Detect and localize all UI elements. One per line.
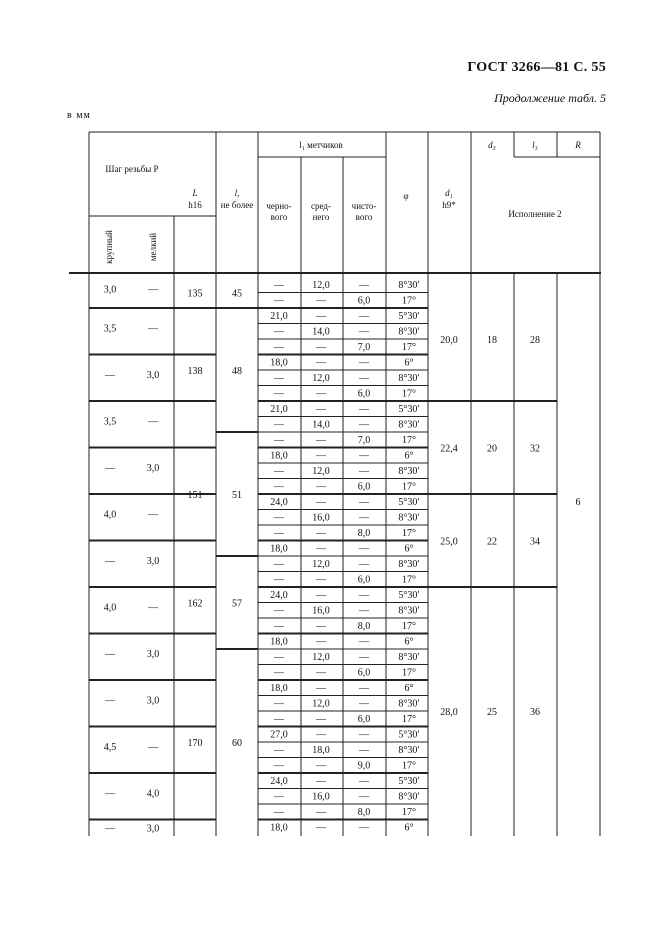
cell-finish: 7,0 xyxy=(357,435,371,446)
cell-d3: 20 xyxy=(487,443,497,455)
cell-angle: 17° xyxy=(402,342,416,353)
cell-mid: 14,0 xyxy=(312,326,330,338)
header-pitch: Шаг резьбы P xyxy=(105,164,159,174)
header-d1: d₁ xyxy=(445,188,453,198)
cell-pitch-coarse: 4,0 xyxy=(103,602,117,614)
cell-rough: — xyxy=(274,574,284,586)
cell-finish: — xyxy=(359,497,369,508)
cell-finish: 8,0 xyxy=(357,621,371,632)
header-l3: l₃ xyxy=(532,140,538,150)
cell-rough: — xyxy=(274,698,284,710)
table-body xyxy=(104,280,581,834)
cell-angle: 6° xyxy=(404,636,414,648)
header-l-max: не более xyxy=(220,200,254,210)
cell-finish: 9,0 xyxy=(357,760,371,772)
cell-pitch-coarse: — xyxy=(105,648,115,660)
cell-l: 60 xyxy=(232,738,242,749)
header-phi: φ xyxy=(403,191,409,201)
cell-angle: 5°30′ xyxy=(398,311,420,322)
cell-finish: 7,0 xyxy=(357,342,371,353)
cell-angle: 17° xyxy=(402,574,416,586)
cell-angle: 8°30′ xyxy=(398,791,420,803)
cell-angle: 8°30′ xyxy=(398,280,420,291)
cell-angle: 17° xyxy=(402,295,416,307)
cell-mid: — xyxy=(316,621,326,632)
cell-mid: 12,0 xyxy=(312,280,330,291)
cell-angle: 8°30′ xyxy=(398,559,420,570)
cell-mid: 16,0 xyxy=(312,605,330,617)
cell-rough: 21,0 xyxy=(270,404,288,415)
cell-pitch-fine: — xyxy=(148,741,158,753)
cell-finish: 6,0 xyxy=(357,295,371,307)
table-continuation-label: Продолжение табл. 5 xyxy=(494,91,606,105)
page-title: ГОСТ 3266—81 С. 55 xyxy=(467,60,606,75)
cell-l: 51 xyxy=(232,490,242,501)
cell-rough: — xyxy=(274,435,284,446)
cell-rough: — xyxy=(274,667,284,679)
cell-angle: 8°30′ xyxy=(398,652,420,663)
cell-pitch-fine: 3,0 xyxy=(146,823,160,835)
cell-mid: — xyxy=(316,683,326,694)
cell-angle: 17° xyxy=(402,807,416,818)
cell-rough: 24,0 xyxy=(270,590,288,601)
cell-angle: 5°30′ xyxy=(398,590,420,601)
cell-finish: — xyxy=(359,652,369,663)
cell-angle: 5°30′ xyxy=(398,497,420,508)
cell-angle: 5°30′ xyxy=(398,729,420,741)
cell-mid: — xyxy=(316,528,326,539)
cell-finish: — xyxy=(359,404,369,415)
cell-mid: 18,0 xyxy=(312,745,330,756)
cell-mid: — xyxy=(316,807,326,818)
cell-finish: 6,0 xyxy=(357,388,371,400)
header-d3: d₃ xyxy=(488,140,496,150)
cell-mid: — xyxy=(316,435,326,446)
cell-mid: — xyxy=(316,388,326,400)
header-fine: мелкий xyxy=(148,232,158,262)
cell-rough: — xyxy=(274,605,284,617)
cell-pitch-coarse: 3,5 xyxy=(103,323,117,335)
cell-angle: 8°30′ xyxy=(398,326,420,338)
cell-angle: 8°30′ xyxy=(398,512,420,524)
cell-pitch-fine: 3,0 xyxy=(146,695,160,707)
cell-finish: 6,0 xyxy=(357,574,371,586)
cell-finish: — xyxy=(359,450,369,462)
cell-mid: 12,0 xyxy=(312,559,330,570)
cell-d1: 22,4 xyxy=(440,443,458,455)
cell-pitch-coarse: — xyxy=(105,555,115,567)
cell-mid: — xyxy=(316,574,326,586)
cell-angle: 6° xyxy=(404,357,414,369)
cell-rough: 21,0 xyxy=(270,311,288,322)
cell-angle: 8°30′ xyxy=(398,698,420,710)
cell-mid: — xyxy=(316,357,326,369)
header-fin-2: вого xyxy=(355,212,373,222)
cell-rough: 18,0 xyxy=(270,543,288,555)
cell-finish: — xyxy=(359,357,369,369)
cell-angle: 8°30′ xyxy=(398,466,420,477)
cell-rough: 18,0 xyxy=(270,357,288,369)
header-rough-1: черно- xyxy=(266,201,292,211)
cell-pitch-coarse: — xyxy=(105,695,115,707)
cell-l3: 36 xyxy=(530,707,540,718)
cell-finish: — xyxy=(359,683,369,694)
cell-rough: — xyxy=(274,373,284,384)
cell-rough: — xyxy=(274,528,284,539)
header-mid-1: сред- xyxy=(311,201,331,211)
cell-d1: 28,0 xyxy=(440,707,458,718)
cell-finish: — xyxy=(359,776,369,787)
cell-mid: — xyxy=(316,543,326,555)
cell-finish: — xyxy=(359,326,369,338)
cell-pitch-coarse: — xyxy=(105,788,115,800)
cell-rough: — xyxy=(274,326,284,338)
cell-mid: — xyxy=(316,729,326,741)
cell-angle: 17° xyxy=(402,481,416,493)
cell-pitch-fine: 3,0 xyxy=(146,648,160,660)
cell-mid: — xyxy=(316,636,326,648)
cell-finish: — xyxy=(359,822,369,834)
cell-l: 45 xyxy=(232,288,242,300)
cell-finish: — xyxy=(359,729,369,741)
cell-pitch-coarse: 3,0 xyxy=(103,284,117,296)
cell-finish: 6,0 xyxy=(357,481,371,493)
cell-pitch-coarse: — xyxy=(105,462,115,474)
cell-rough: 27,0 xyxy=(270,729,288,741)
cell-rough: — xyxy=(274,342,284,353)
cell-angle: 17° xyxy=(402,388,416,400)
cell-d3: 22 xyxy=(487,536,497,548)
cell-finish: — xyxy=(359,373,369,384)
cell-rough: 24,0 xyxy=(270,497,288,508)
header-fin-1: чисто- xyxy=(351,201,377,211)
cell-rough: — xyxy=(274,760,284,772)
cell-L: 151 xyxy=(187,490,203,501)
cell-rough: — xyxy=(274,807,284,818)
cell-finish: — xyxy=(359,466,369,477)
cell-finish: — xyxy=(359,698,369,710)
cell-finish: — xyxy=(359,791,369,803)
cell-angle: 17° xyxy=(402,714,416,725)
cell-pitch-fine: 3,0 xyxy=(146,369,160,381)
cell-pitch-coarse: 4,5 xyxy=(103,741,117,753)
header-L: L xyxy=(192,188,198,198)
cell-rough: 18,0 xyxy=(270,450,288,462)
cell-l: 48 xyxy=(232,366,242,377)
cell-L: 170 xyxy=(187,738,203,749)
cell-rough: — xyxy=(274,388,284,400)
cell-mid: 12,0 xyxy=(312,466,330,477)
units-label: в мм xyxy=(67,110,91,121)
cell-mid: 12,0 xyxy=(312,373,330,384)
cell-mid: 16,0 xyxy=(312,512,330,524)
cell-rough: — xyxy=(274,714,284,725)
cell-angle: 17° xyxy=(402,528,416,539)
cell-rough: — xyxy=(274,419,284,431)
cell-l3: 28 xyxy=(530,335,540,346)
cell-finish: — xyxy=(359,311,369,322)
cell-pitch-fine: — xyxy=(148,416,158,428)
cell-pitch-coarse: — xyxy=(105,823,115,835)
cell-angle: 5°30′ xyxy=(398,776,420,787)
cell-rough: — xyxy=(274,512,284,524)
cell-mid: — xyxy=(316,342,326,353)
cell-angle: 17° xyxy=(402,435,416,446)
cell-mid: — xyxy=(316,822,326,834)
cell-rough: 18,0 xyxy=(270,822,288,834)
cell-pitch-fine: — xyxy=(148,284,158,296)
cell-rough: 24,0 xyxy=(270,776,288,787)
cell-rough: 18,0 xyxy=(270,683,288,694)
cell-angle: 8°30′ xyxy=(398,605,420,617)
cell-pitch-fine: 3,0 xyxy=(146,462,160,474)
cell-mid: — xyxy=(316,295,326,307)
cell-mid: — xyxy=(316,776,326,787)
header-execution: Исполнение 2 xyxy=(508,209,562,219)
cell-pitch-fine: — xyxy=(148,323,158,335)
cell-finish: — xyxy=(359,280,369,291)
cell-L: 135 xyxy=(187,288,203,300)
cell-angle: 5°30′ xyxy=(398,404,420,415)
cell-finish: — xyxy=(359,590,369,601)
cell-L: 162 xyxy=(187,598,203,610)
cell-R: 6 xyxy=(575,497,581,508)
cell-angle: 6° xyxy=(404,822,414,834)
cell-rough: — xyxy=(274,481,284,493)
header-d1-tolerance: h9* xyxy=(442,200,456,210)
cell-mid: — xyxy=(316,590,326,601)
cell-mid: — xyxy=(316,481,326,493)
cell-d3: 25 xyxy=(487,707,497,718)
cell-pitch-fine: 4,0 xyxy=(146,788,160,800)
cell-mid: 16,0 xyxy=(312,791,330,803)
cell-finish: — xyxy=(359,419,369,431)
cell-finish: — xyxy=(359,636,369,648)
cell-rough: — xyxy=(274,652,284,663)
cell-rough: — xyxy=(274,559,284,570)
cell-finish: — xyxy=(359,559,369,570)
cell-mid: — xyxy=(316,311,326,322)
header-R: R xyxy=(575,140,581,150)
cell-rough: — xyxy=(274,295,284,307)
cell-mid: — xyxy=(316,760,326,772)
cell-pitch-fine: 3,0 xyxy=(146,555,160,567)
cell-finish: 8,0 xyxy=(357,528,371,539)
cell-finish: 8,0 xyxy=(357,807,371,818)
cell-pitch-fine: — xyxy=(148,602,158,614)
cell-mid: 12,0 xyxy=(312,652,330,663)
cell-pitch-fine: — xyxy=(148,509,158,521)
cell-angle: 8°30′ xyxy=(398,745,420,756)
header-l1-group: l₁ метчиков xyxy=(299,140,343,150)
cell-angle: 6° xyxy=(404,543,414,555)
cell-rough: 18,0 xyxy=(270,636,288,648)
cell-l3: 34 xyxy=(530,536,540,548)
cell-finish: 6,0 xyxy=(357,667,371,679)
cell-angle: 8°30′ xyxy=(398,419,420,431)
cell-mid: — xyxy=(316,404,326,415)
header-coarse: крупный xyxy=(104,230,114,264)
cell-angle: 17° xyxy=(402,621,416,632)
header-mid-2: него xyxy=(312,212,330,222)
cell-mid: 12,0 xyxy=(312,698,330,710)
cell-pitch-coarse: 4,0 xyxy=(103,509,117,521)
cell-finish: — xyxy=(359,543,369,555)
cell-angle: 6° xyxy=(404,683,414,694)
cell-mid: — xyxy=(316,714,326,725)
cell-d1: 20,0 xyxy=(440,335,458,346)
cell-rough: — xyxy=(274,791,284,803)
cell-L: 138 xyxy=(187,366,203,377)
cell-d1: 25,0 xyxy=(440,536,458,548)
cell-rough: — xyxy=(274,466,284,477)
cell-finish: — xyxy=(359,745,369,756)
cell-d3: 18 xyxy=(487,335,497,346)
cell-finish: 6,0 xyxy=(357,714,371,725)
cell-mid: — xyxy=(316,450,326,462)
cell-pitch-coarse: 3,5 xyxy=(103,416,117,428)
cell-angle: 6° xyxy=(404,450,414,462)
cell-pitch-coarse: — xyxy=(105,369,115,381)
cell-finish: — xyxy=(359,512,369,524)
cell-angle: 17° xyxy=(402,760,416,772)
cell-finish: — xyxy=(359,605,369,617)
cell-angle: 8°30′ xyxy=(398,373,420,384)
header-rough-2: вого xyxy=(270,212,288,222)
cell-mid: — xyxy=(316,497,326,508)
cell-mid: 14,0 xyxy=(312,419,330,431)
cell-rough: — xyxy=(274,621,284,632)
cell-rough: — xyxy=(274,280,284,291)
cell-l3: 32 xyxy=(530,443,540,455)
header-l: l, xyxy=(234,188,240,198)
header-L-tolerance: h16 xyxy=(188,200,202,210)
cell-rough: — xyxy=(274,745,284,756)
cell-l: 57 xyxy=(232,598,242,610)
cell-mid: — xyxy=(316,667,326,679)
cell-angle: 17° xyxy=(402,667,416,679)
